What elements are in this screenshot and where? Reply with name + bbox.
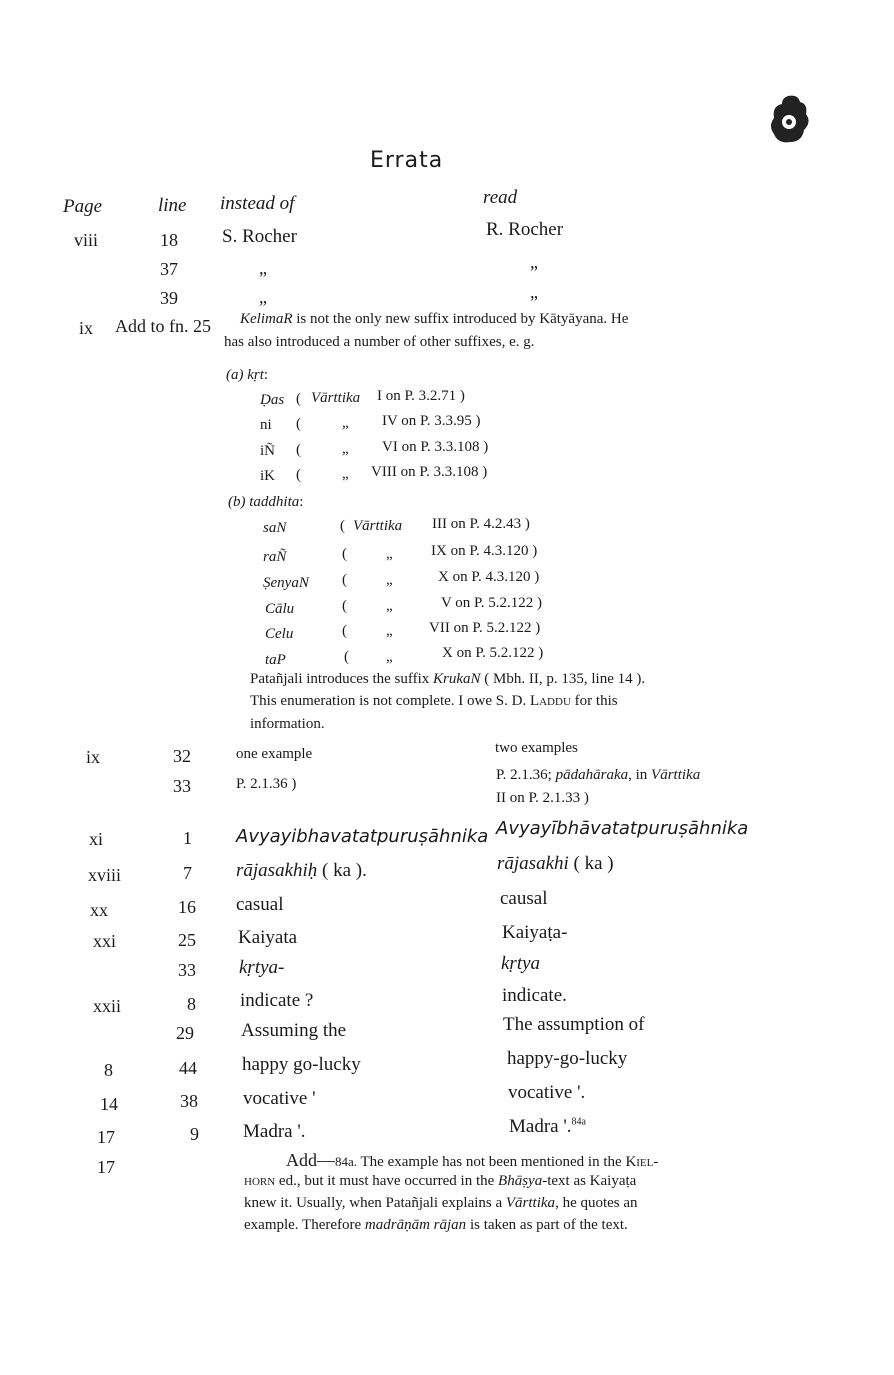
row-line: 18 bbox=[160, 230, 178, 250]
row-page: xviii bbox=[88, 865, 122, 885]
row-read: causal bbox=[500, 888, 548, 909]
row-read: two examples bbox=[495, 740, 578, 756]
row-instead bbox=[236, 860, 367, 882]
read-mid: , in bbox=[628, 767, 652, 783]
row-instead: Kaiyata bbox=[238, 927, 298, 948]
addendum-label: Add to fn. 25 bbox=[115, 316, 211, 336]
row-line: 16 bbox=[178, 897, 196, 917]
ref: „ bbox=[342, 441, 349, 457]
row-read bbox=[509, 1116, 586, 1138]
row-page: xxii bbox=[93, 996, 122, 1016]
row-page: xi bbox=[89, 829, 104, 849]
addendum-page: ix bbox=[79, 318, 94, 338]
row-read: indicate. bbox=[502, 985, 567, 1006]
row-page: viii bbox=[74, 230, 99, 250]
row-page: ix bbox=[86, 747, 101, 767]
ref-num: VI on P. 3.3.108 ) bbox=[382, 439, 489, 455]
ref-num: IV on P. 3.3.95 ) bbox=[382, 413, 481, 429]
row-line: 32 bbox=[173, 746, 191, 766]
note-line4-pre: example. Therefore bbox=[244, 1217, 365, 1233]
footnote-ref: 84a bbox=[571, 1116, 586, 1128]
ref-num: III on P. 4.2.43 ) bbox=[432, 516, 530, 532]
row-instead: happy go-lucky bbox=[242, 1054, 361, 1075]
row-read bbox=[496, 767, 700, 784]
ref: „ bbox=[342, 466, 349, 482]
note-line1 bbox=[286, 1150, 658, 1171]
read-italic: rājasakhi bbox=[497, 853, 569, 874]
row-page: 8 bbox=[104, 1060, 113, 1080]
header-instead: instead of bbox=[220, 193, 295, 214]
ref: Vārttika bbox=[353, 518, 403, 534]
read-italic2: Vārttika bbox=[651, 767, 701, 783]
note-number: 84a. bbox=[335, 1154, 358, 1169]
row-read: Avyayībhāvatatpuruṣāhnika bbox=[496, 818, 749, 839]
row-read: happy-go-lucky bbox=[507, 1048, 628, 1069]
row-read: „ bbox=[530, 282, 538, 302]
paren: ( bbox=[342, 572, 347, 588]
row-instead: S. Rocher bbox=[222, 226, 297, 247]
ref: „ bbox=[342, 415, 349, 431]
read-italic: pādahāraka bbox=[555, 767, 629, 783]
note-line4 bbox=[244, 1217, 628, 1234]
row-instead: „ bbox=[259, 287, 267, 307]
suffix: Ḍas bbox=[260, 392, 285, 408]
row-page: 17 bbox=[97, 1127, 115, 1147]
ref: „ bbox=[386, 546, 393, 562]
paren: ( bbox=[340, 518, 345, 534]
suffix: saN bbox=[263, 520, 287, 536]
row-read: kṛtya bbox=[501, 953, 541, 974]
row-instead: Assuming the bbox=[241, 1020, 347, 1041]
line1-rest: is not the only new suffix introduced by Kātyāyana. He bbox=[292, 311, 629, 327]
row-page: 14 bbox=[100, 1094, 118, 1114]
row-line: 33 bbox=[178, 960, 196, 980]
row-line: 7 bbox=[183, 863, 192, 883]
paren: ( bbox=[296, 442, 301, 458]
row-read: R. Rocher bbox=[486, 219, 564, 240]
paren: ( bbox=[344, 649, 349, 665]
row-line: 39 bbox=[160, 288, 178, 308]
instead-italic: rājasakhiḥ bbox=[236, 860, 318, 881]
row-instead: Madra '. bbox=[243, 1121, 306, 1142]
suffix: iK bbox=[260, 468, 275, 484]
closing-line2-pre: This enumeration is not complete. I owe S. D. bbox=[250, 693, 530, 709]
paren: ( bbox=[296, 391, 301, 407]
read-rest: ( ka ) bbox=[568, 853, 614, 874]
closing-line1 bbox=[250, 671, 645, 688]
ref: „ bbox=[386, 649, 393, 665]
taddhita-word: taddhita bbox=[249, 494, 300, 510]
row-instead: kṛtya- bbox=[239, 957, 285, 978]
row-instead: casual bbox=[236, 894, 284, 915]
paren: ( bbox=[296, 467, 301, 483]
ref-num: VII on P. 5.2.122 ) bbox=[429, 620, 541, 636]
author-name: Laddu bbox=[529, 693, 571, 709]
row-line: 33 bbox=[173, 776, 191, 796]
suffix: Cālu bbox=[265, 601, 295, 617]
closing-line3: information. bbox=[250, 716, 325, 732]
row-line: 1 bbox=[183, 828, 192, 848]
row-read: Kaiyaṭa- bbox=[502, 922, 568, 943]
ref-num: X on P. 5.2.122 ) bbox=[442, 645, 544, 661]
note-author2: horn bbox=[244, 1173, 276, 1189]
ref: „ bbox=[386, 598, 393, 614]
page-title: Errata bbox=[370, 148, 444, 173]
paren: ( bbox=[296, 416, 301, 432]
suffix: ni bbox=[260, 417, 272, 433]
label-a: (a) bbox=[226, 367, 244, 383]
label-b: (b) bbox=[228, 494, 246, 510]
note-author1: Kiel- bbox=[625, 1154, 659, 1170]
row-instead: vocative ' bbox=[243, 1088, 316, 1109]
krt-word: kṛt bbox=[247, 367, 264, 383]
row-line: 37 bbox=[160, 259, 178, 279]
note-line3-italic: Vārttika bbox=[505, 1195, 556, 1211]
row-instead: one example bbox=[236, 746, 313, 762]
taddhita-colon: : bbox=[299, 494, 304, 510]
row-line: 25 bbox=[178, 930, 196, 950]
paren: ( bbox=[342, 623, 347, 639]
header-read: read bbox=[483, 187, 518, 208]
closing-pre: Patañjali introduces the suffix bbox=[250, 671, 434, 687]
paren: ( bbox=[342, 546, 347, 562]
closing-line2-rest: for this bbox=[570, 693, 618, 709]
ref-num: VIII on P. 3.3.108 ) bbox=[371, 464, 488, 480]
closing-word: KrukaN bbox=[433, 671, 481, 687]
read-text: Madra '. bbox=[509, 1116, 572, 1137]
note-line2-italic: Bhāṣya bbox=[498, 1173, 543, 1189]
row-read bbox=[497, 853, 614, 875]
krt-colon: : bbox=[263, 367, 269, 383]
ink-stamp-icon bbox=[768, 92, 814, 148]
note-line3-pre: knew it. Usually, when Patañjali explains a bbox=[244, 1195, 506, 1211]
ref: Vārttika bbox=[311, 390, 361, 406]
addendum-line1 bbox=[240, 311, 628, 328]
ref-num: X on P. 4.3.120 ) bbox=[438, 569, 540, 585]
header-page: Page bbox=[63, 196, 103, 217]
row-line: 38 bbox=[180, 1091, 198, 1111]
suffix: raÑ bbox=[263, 549, 287, 565]
row-page: xx bbox=[90, 900, 108, 920]
row-instead: indicate ? bbox=[240, 990, 314, 1011]
row-instead: P. 2.1.36 ) bbox=[236, 776, 297, 792]
note-line4-italic: madrāṇām rājan bbox=[364, 1217, 467, 1233]
note-line2 bbox=[244, 1173, 636, 1190]
note-line3 bbox=[244, 1195, 638, 1212]
paren: ( bbox=[342, 598, 347, 614]
instead-rest: ( ka ). bbox=[317, 860, 367, 881]
krt-heading bbox=[226, 367, 268, 384]
row-read: vocative '. bbox=[508, 1082, 586, 1103]
closing-line2 bbox=[250, 693, 618, 710]
row-line: 8 bbox=[187, 994, 196, 1014]
row-line: 29 bbox=[176, 1023, 194, 1043]
row-line: 9 bbox=[190, 1124, 199, 1144]
suffix: Celu bbox=[265, 626, 294, 642]
suffix: taP bbox=[265, 652, 286, 668]
row-line: 44 bbox=[179, 1058, 197, 1078]
row-instead: „ bbox=[259, 258, 267, 278]
row-read-line2: II on P. 2.1.33 ) bbox=[496, 790, 589, 806]
add-label: Add— bbox=[286, 1150, 335, 1170]
note-text1: The example has not been mentioned in the bbox=[357, 1154, 626, 1170]
ref: „ bbox=[386, 572, 393, 588]
suffix-word: KelimaR bbox=[240, 311, 293, 327]
ref-num: I on P. 3.2.71 ) bbox=[377, 388, 465, 404]
note-line3-rest: , he quotes an bbox=[555, 1195, 638, 1211]
ref-num: V on P. 5.2.122 ) bbox=[441, 595, 542, 611]
header-line: line bbox=[158, 195, 187, 216]
note-line2-pre: ed., but it must have occurred in the bbox=[275, 1173, 499, 1189]
row-read: The assumption of bbox=[503, 1014, 645, 1035]
closing-rest: ( Mbh. II, p. 135, line 14 ). bbox=[480, 671, 646, 687]
suffix: iÑ bbox=[260, 443, 275, 459]
note-page: 17 bbox=[97, 1157, 115, 1177]
note-line2-rest: -text as Kaiyaṭa bbox=[542, 1173, 637, 1189]
note-line4-rest: is taken as part of the text. bbox=[466, 1217, 628, 1233]
suffix: ṢenyaN bbox=[263, 575, 309, 591]
row-page: xxi bbox=[93, 931, 117, 951]
addendum-line2: has also introduced a number of other suffixes, e. g. bbox=[224, 334, 535, 350]
row-instead: Avyayibhavatatpuruṣāhnika bbox=[236, 826, 489, 847]
ref-num: IX on P. 4.3.120 ) bbox=[431, 543, 538, 559]
ref: „ bbox=[386, 623, 393, 639]
row-read: „ bbox=[530, 252, 538, 272]
read-pre: P. 2.1.36; bbox=[496, 767, 556, 783]
taddhita-heading bbox=[228, 494, 303, 511]
